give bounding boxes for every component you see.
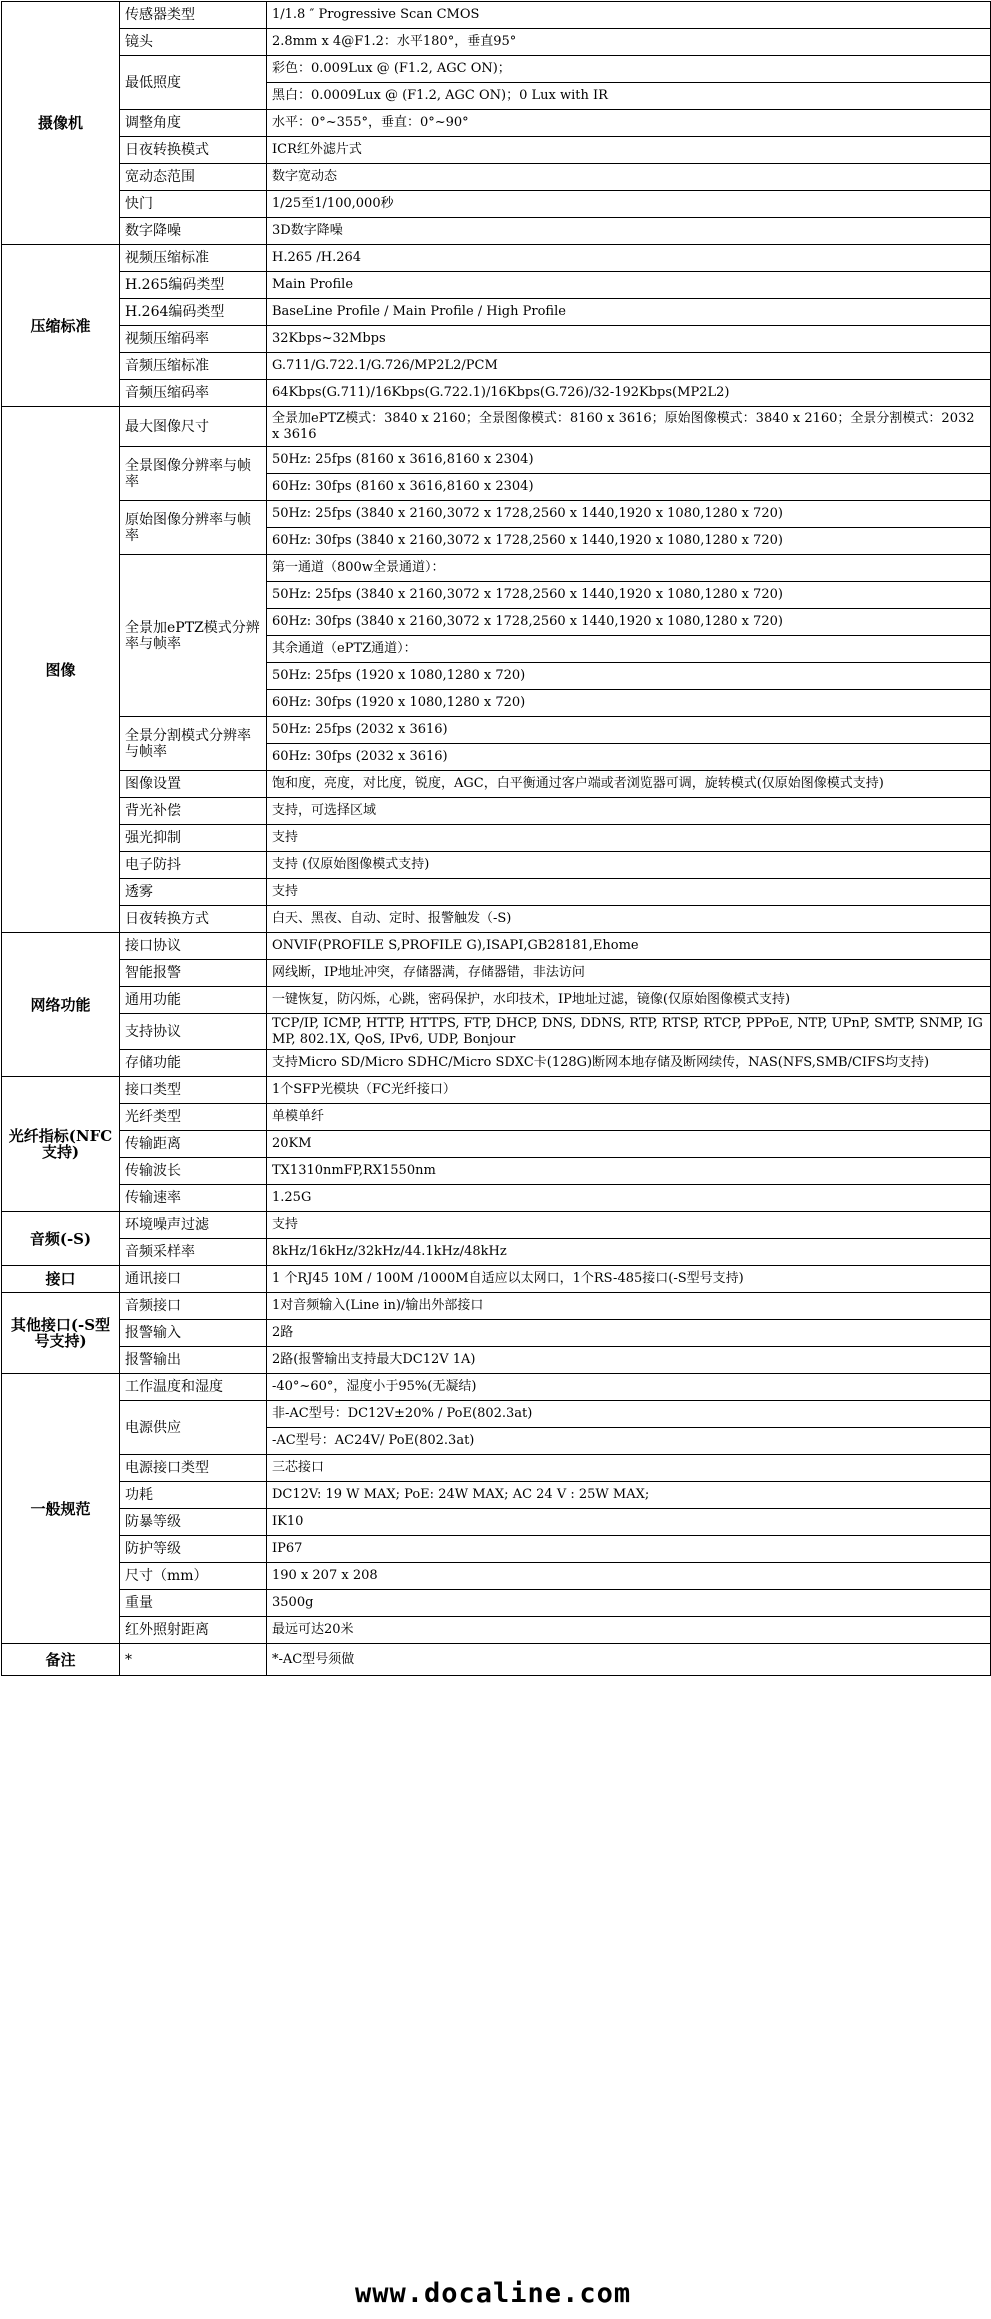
- spec-name-cell: 透雾: [120, 879, 267, 906]
- spec-name-cell: 传输距离: [120, 1131, 267, 1158]
- spec-value-cell: 三芯接口: [267, 1455, 991, 1482]
- spec-value-cell: 支持，可选择区域: [267, 798, 991, 825]
- spec-row: [2, 555, 991, 582]
- spec-value-cell: 一键恢复，防闪烁，心跳，密码保护，水印技术，IP地址过滤，镜像(仅原始图像模式支持): [267, 987, 991, 1014]
- spec-value-cell: 黑白：0.0009Lux @ (F1.2, AGC ON)；0 Lux with IR: [267, 83, 991, 110]
- spec-value-cell: 全景加ePTZ模式：3840 x 2160；全景图像模式：8160 x 3616；原始图像模式：3840 x 2160；全景分割模式：2032 x 3616: [267, 407, 991, 447]
- spec-value-cell: 60Hz: 30fps (3840 x 2160,3072 x 1728,2560 x 1440,1920 x 1080,1280 x 720): [267, 609, 991, 636]
- spec-name-cell: 日夜转换模式: [120, 137, 267, 164]
- spec-name-cell: 传输速率: [120, 1185, 267, 1212]
- category-cell: 摄像机: [2, 2, 120, 245]
- spec-value-cell: 支持: [267, 1212, 991, 1239]
- category-cell: 音频(-S): [2, 1212, 120, 1266]
- spec-value-cell: 50Hz: 25fps (1920 x 1080,1280 x 720): [267, 663, 991, 690]
- spec-value-cell: 60Hz: 30fps (1920 x 1080,1280 x 720): [267, 690, 991, 717]
- spec-name-cell: 音频压缩标准: [120, 353, 267, 380]
- spec-value-cell: 白天、黑夜、自动、定时、报警触发（-S): [267, 906, 991, 933]
- spec-value-cell: *-AC型号须做: [267, 1644, 991, 1676]
- spec-value-cell: 1.25G: [267, 1185, 991, 1212]
- category-cell: 备注: [2, 1644, 120, 1676]
- spec-row: [2, 245, 991, 272]
- spec-name-cell: 原始图像分辨率与帧率: [120, 501, 267, 555]
- spec-name-cell: 调整角度: [120, 110, 267, 137]
- spec-name-cell: 数字降噪: [120, 218, 267, 245]
- spec-row: [2, 1104, 991, 1131]
- spec-value-cell: 190 x 207 x 208: [267, 1563, 991, 1590]
- spec-value-cell: 单模单纤: [267, 1104, 991, 1131]
- spec-row: [2, 1482, 991, 1509]
- spec-row: [2, 852, 991, 879]
- spec-name-cell: 全景加ePTZ模式分辨率与帧率: [120, 555, 267, 717]
- spec-name-cell: H.265编码类型: [120, 272, 267, 299]
- spec-name-cell: 智能报警: [120, 960, 267, 987]
- spec-value-cell: 1 个RJ45 10M / 100M /1000M自适应以太网口，1个RS-485接口(-S型号支持): [267, 1266, 991, 1293]
- spec-row: [2, 1131, 991, 1158]
- spec-row: [2, 272, 991, 299]
- spec-value-cell: 支持Micro SD/Micro SDHC/Micro SDXC卡(128G)断网本地存储及断网续传，NAS(NFS,SMB/CIFS均支持): [267, 1050, 991, 1077]
- spec-value-cell: 第一通道（800w全景通道）：: [267, 555, 991, 582]
- spec-value-cell: 2路: [267, 1320, 991, 1347]
- spec-value-cell: IK10: [267, 1509, 991, 1536]
- spec-value-cell: 8kHz/16kHz/32kHz/44.1kHz/48kHz: [267, 1239, 991, 1266]
- spec-row: [2, 326, 991, 353]
- spec-row: [2, 879, 991, 906]
- spec-row: [2, 906, 991, 933]
- spec-value-cell: DC12V: 19 W MAX; PoE: 24W MAX; AC 24 V : 25W MAX;: [267, 1482, 991, 1509]
- spec-name-cell: 电子防抖: [120, 852, 267, 879]
- spec-row: [2, 1212, 991, 1239]
- spec-name-cell: 接口类型: [120, 1077, 267, 1104]
- spec-row: [2, 960, 991, 987]
- spec-value-cell: 1对音频输入(Line in)/输出外部接口: [267, 1293, 991, 1320]
- category-cell: 一般规范: [2, 1374, 120, 1644]
- spec-name-cell: 图像设置: [120, 771, 267, 798]
- spec-value-cell: -AC型号：AC24V/ PoE(802.3at): [267, 1428, 991, 1455]
- spec-row: [2, 1617, 991, 1644]
- spec-row: [2, 1374, 991, 1401]
- category-cell: 网络功能: [2, 933, 120, 1077]
- spec-row: [2, 1320, 991, 1347]
- spec-row: [2, 1158, 991, 1185]
- spec-row: [2, 380, 991, 407]
- spec-name-cell: 支持协议: [120, 1014, 267, 1050]
- spec-value-cell: 60Hz: 30fps (8160 x 3616,8160 x 2304): [267, 474, 991, 501]
- spec-name-cell: 通用功能: [120, 987, 267, 1014]
- spec-name-cell: 电源接口类型: [120, 1455, 267, 1482]
- category-cell: 光纤指标(NFC支持): [2, 1077, 120, 1212]
- category-cell: 图像: [2, 407, 120, 933]
- spec-row: [2, 1590, 991, 1617]
- spec-value-cell: 支持: [267, 879, 991, 906]
- spec-value-cell: 20KM: [267, 1131, 991, 1158]
- spec-name-cell: 重量: [120, 1590, 267, 1617]
- spec-name-cell: 全景分割模式分辨率与帧率: [120, 717, 267, 771]
- spec-value-cell: 2路(报警输出支持最大DC12V 1A): [267, 1347, 991, 1374]
- spec-name-cell: 红外照射距离: [120, 1617, 267, 1644]
- spec-value-cell: 1个SFP光模块（FC光纤接口）: [267, 1077, 991, 1104]
- spec-row: [2, 447, 991, 474]
- spec-name-cell: 快门: [120, 191, 267, 218]
- spec-name-cell: 视频压缩标准: [120, 245, 267, 272]
- spec-name-cell: 宽动态范围: [120, 164, 267, 191]
- spec-row: [2, 56, 991, 83]
- spec-value-cell: TX1310nmFP,RX1550nm: [267, 1158, 991, 1185]
- category-cell: 压缩标准: [2, 245, 120, 407]
- spec-value-cell: H.265 /H.264: [267, 245, 991, 272]
- spec-row: [2, 1266, 991, 1293]
- spec-row: [2, 1239, 991, 1266]
- spec-row: [2, 218, 991, 245]
- spec-row: [2, 137, 991, 164]
- spec-row: [2, 1014, 991, 1050]
- spec-row: [2, 798, 991, 825]
- spec-row: [2, 353, 991, 380]
- spec-row: [2, 1455, 991, 1482]
- spec-name-cell: 强光抑制: [120, 825, 267, 852]
- spec-row: [2, 1563, 991, 1590]
- spec-name-cell: 电源供应: [120, 1401, 267, 1455]
- spec-value-cell: TCP/IP, ICMP, HTTP, HTTPS, FTP, DHCP, DNS, DDNS, RTP, RTSP, RTCP, PPPoE, NTP, UPnP, SMTP, SNMP, IGMP, 802.1X, QoS, IPv6, UDP, Bonjour: [267, 1014, 991, 1050]
- spec-name-cell: 接口协议: [120, 933, 267, 960]
- spec-row: [2, 771, 991, 798]
- spec-name-cell: 功耗: [120, 1482, 267, 1509]
- spec-value-cell: 网线断，IP地址冲突，存储器满，存储器错，非法访问: [267, 960, 991, 987]
- spec-row: [2, 2, 991, 29]
- spec-value-cell: 60Hz: 30fps (2032 x 3616): [267, 744, 991, 771]
- spec-row: [2, 29, 991, 56]
- spec-value-cell: 水平：0°~355°，垂直：0°~90°: [267, 110, 991, 137]
- spec-value-cell: 3D数字降噪: [267, 218, 991, 245]
- spec-row: [2, 987, 991, 1014]
- spec-value-cell: 3500g: [267, 1590, 991, 1617]
- spec-row: [2, 501, 991, 528]
- spec-name-cell: *: [120, 1644, 267, 1676]
- spec-row: [2, 933, 991, 960]
- spec-name-cell: 光纤类型: [120, 1104, 267, 1131]
- spec-value-cell: 支持: [267, 825, 991, 852]
- spec-value-cell: Main Profile: [267, 272, 991, 299]
- spec-name-cell: 日夜转换方式: [120, 906, 267, 933]
- spec-name-cell: 最大图像尺寸: [120, 407, 267, 447]
- spec-row: [2, 1509, 991, 1536]
- spec-value-cell: 非-AC型号：DC12V±20% / PoE(802.3at): [267, 1401, 991, 1428]
- spec-name-cell: 工作温度和湿度: [120, 1374, 267, 1401]
- spec-value-cell: 50Hz: 25fps (2032 x 3616): [267, 717, 991, 744]
- category-cell: 接口: [2, 1266, 120, 1293]
- spec-row: [2, 1536, 991, 1563]
- spec-name-cell: 环境噪声过滤: [120, 1212, 267, 1239]
- spec-name-cell: 视频压缩码率: [120, 326, 267, 353]
- spec-value-cell: 1/25至1/100,000秒: [267, 191, 991, 218]
- spec-row: [2, 191, 991, 218]
- spec-name-cell: 报警输入: [120, 1320, 267, 1347]
- spec-name-cell: 防护等级: [120, 1536, 267, 1563]
- spec-value-cell: ONVIF(PROFILE S,PROFILE G),ISAPI,GB28181,Ehome: [267, 933, 991, 960]
- spec-value-cell: 50Hz: 25fps (3840 x 2160,3072 x 1728,2560 x 1440,1920 x 1080,1280 x 720): [267, 501, 991, 528]
- spec-name-cell: 传输波长: [120, 1158, 267, 1185]
- spec-row: [2, 1077, 991, 1104]
- spec-table: [1, 1, 991, 1676]
- spec-table-body: [2, 2, 991, 1676]
- spec-value-cell: 数字宽动态: [267, 164, 991, 191]
- spec-row: [2, 1293, 991, 1320]
- spec-value-cell: 彩色：0.009Lux @ (F1.2, AGC ON)；: [267, 56, 991, 83]
- spec-value-cell: 其余通道（ePTZ通道）：: [267, 636, 991, 663]
- watermark-text: www.docaline.com: [355, 2278, 632, 2309]
- spec-name-cell: 尺寸（mm）: [120, 1563, 267, 1590]
- spec-row: [2, 1347, 991, 1374]
- spec-name-cell: 存储功能: [120, 1050, 267, 1077]
- spec-value-cell: 50Hz: 25fps (8160 x 3616,8160 x 2304): [267, 447, 991, 474]
- spec-name-cell: 通讯接口: [120, 1266, 267, 1293]
- spec-name-cell: 防暴等级: [120, 1509, 267, 1536]
- spec-value-cell: 饱和度，亮度，对比度，锐度，AGC，白平衡通过客户端或者浏览器可调，旋转模式(仅原始图像模式支持): [267, 771, 991, 798]
- spec-row: [2, 1644, 991, 1676]
- spec-value-cell: 50Hz: 25fps (3840 x 2160,3072 x 1728,2560 x 1440,1920 x 1080,1280 x 720): [267, 582, 991, 609]
- spec-row: [2, 717, 991, 744]
- spec-value-cell: 60Hz: 30fps (3840 x 2160,3072 x 1728,2560 x 1440,1920 x 1080,1280 x 720): [267, 528, 991, 555]
- spec-name-cell: 镜头: [120, 29, 267, 56]
- spec-name-cell: 最低照度: [120, 56, 267, 110]
- spec-name-cell: 音频压缩码率: [120, 380, 267, 407]
- spec-value-cell: 1/1.8 ″ Progressive Scan CMOS: [267, 2, 991, 29]
- spec-value-cell: BaseLine Profile / Main Profile / High Profile: [267, 299, 991, 326]
- spec-row: [2, 1401, 991, 1428]
- spec-value-cell: -40°~60°，湿度小于95%(无凝结): [267, 1374, 991, 1401]
- spec-row: [2, 407, 991, 447]
- spec-row: [2, 299, 991, 326]
- spec-name-cell: 音频采样率: [120, 1239, 267, 1266]
- spec-name-cell: 传感器类型: [120, 2, 267, 29]
- spec-row: [2, 164, 991, 191]
- spec-value-cell: 支持 (仅原始图像模式支持): [267, 852, 991, 879]
- spec-name-cell: 全景图像分辨率与帧率: [120, 447, 267, 501]
- spec-name-cell: 报警输出: [120, 1347, 267, 1374]
- spec-value-cell: 2.8mm x 4@F1.2：水平180°，垂直95°: [267, 29, 991, 56]
- spec-row: [2, 110, 991, 137]
- spec-value-cell: 32Kbps~32Mbps: [267, 326, 991, 353]
- spec-value-cell: 最远可达20米: [267, 1617, 991, 1644]
- spec-name-cell: 音频接口: [120, 1293, 267, 1320]
- category-cell: 其他接口(-S型号支持): [2, 1293, 120, 1374]
- spec-name-cell: 背光补偿: [120, 798, 267, 825]
- spec-row: [2, 1050, 991, 1077]
- spec-row: [2, 825, 991, 852]
- spec-value-cell: ICR红外滤片式: [267, 137, 991, 164]
- spec-row: [2, 1185, 991, 1212]
- spec-value-cell: 64Kbps(G.711)/16Kbps(G.722.1)/16Kbps(G.726)/32-192Kbps(MP2L2): [267, 380, 991, 407]
- spec-name-cell: H.264编码类型: [120, 299, 267, 326]
- spec-value-cell: IP67: [267, 1536, 991, 1563]
- spec-value-cell: G.711/G.722.1/G.726/MP2L2/PCM: [267, 353, 991, 380]
